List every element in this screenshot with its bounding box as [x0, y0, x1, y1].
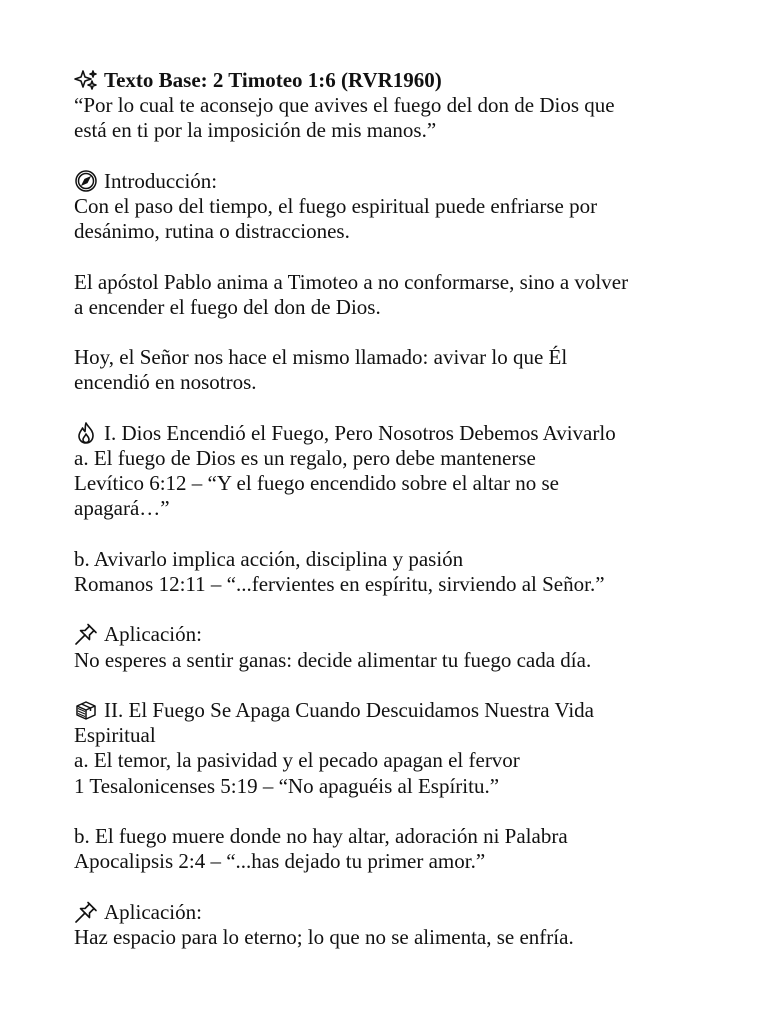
- application-2-heading: [74, 900, 714, 925]
- section-2-heading: [74, 698, 714, 723]
- section-1-heading: [74, 421, 714, 446]
- intro-title: Introducción:: [104, 168, 218, 193]
- section-2-point-a: a. El temor, la pasividad y el pecado apagan el fervor: [74, 748, 520, 773]
- intro-paragraph-line: Hoy, el Señor nos hace el mismo llamado: avivar lo que Él: [74, 345, 568, 370]
- section-2-reference-a: 1 Tesalonicenses 5:19 – “No apaguéis al Espíritu.”: [74, 773, 500, 798]
- application-1-text: No esperes a sentir ganas: decide alimentar tu fuego cada día.: [74, 647, 592, 672]
- section-2-reference-b: Apocalipsis 2:4 – “...has dejado tu primer amor.”: [74, 849, 486, 874]
- compass-icon: [74, 170, 98, 192]
- section-1-reference-a: apagará…”: [74, 496, 170, 521]
- section-2-title-continued: Espiritual: [74, 723, 156, 748]
- application-2-title: Aplicación:: [104, 899, 202, 924]
- intro-paragraph-line: El apóstol Pablo anima a Timoteo a no conformarse, sino a volver: [74, 269, 629, 294]
- fire-icon: [74, 422, 98, 444]
- sparkles-icon: [74, 69, 98, 91]
- application-1-heading: [74, 622, 714, 647]
- section-1-point-a: a. El fuego de Dios es un regalo, pero debe mantenerse: [74, 445, 536, 470]
- base-quote-line: está en ti por la imposición de mis manos.”: [74, 118, 437, 143]
- application-1-title: Aplicación:: [104, 622, 202, 647]
- intro-paragraph-line: desánimo, rutina o distracciones.: [74, 219, 350, 244]
- intro-paragraph-line: a encender el fuego del don de Dios.: [74, 294, 381, 319]
- pushpin-icon: [74, 623, 98, 645]
- section-2-title: II. El Fuego Se Apaga Cuando Descuidamos Nuestra Vida: [104, 697, 595, 722]
- base-quote-line: “Por lo cual te aconsejo que avives el fuego del don de Dios que: [74, 93, 615, 118]
- application-2-text: Haz espacio para lo eterno; lo que no se alimenta, se enfría.: [74, 924, 574, 949]
- sermon-document: [74, 68, 714, 950]
- section-1-point-b: b. Avivarlo implica acción, disciplina y pasión: [74, 546, 464, 571]
- intro-paragraph-line: Con el paso del tiempo, el fuego espiritual puede enfriarse por: [74, 194, 598, 218]
- pushpin-icon: [74, 901, 98, 923]
- section-1-title: I. Dios Encendió el Fuego, Pero Nosotros Debemos Avivarlo: [104, 420, 616, 445]
- intro-paragraph-line: encendió en nosotros.: [74, 370, 257, 395]
- package-icon: [74, 699, 98, 721]
- section-1-reference-a: Levítico 6:12 – “Y el fuego encendido sobre el altar no se: [74, 471, 559, 496]
- intro-heading: [74, 169, 714, 194]
- section-2-point-b: b. El fuego muere donde no hay altar, adoración ni Palabra: [74, 823, 568, 848]
- base-text-title: Texto Base: 2 Timoteo 1:6 (RVR1960): [104, 68, 442, 92]
- section-1-reference-b: Romanos 12:11 – “...fervientes en espíritu, sirviendo al Señor.”: [74, 571, 605, 596]
- base-text-heading: [74, 68, 714, 93]
